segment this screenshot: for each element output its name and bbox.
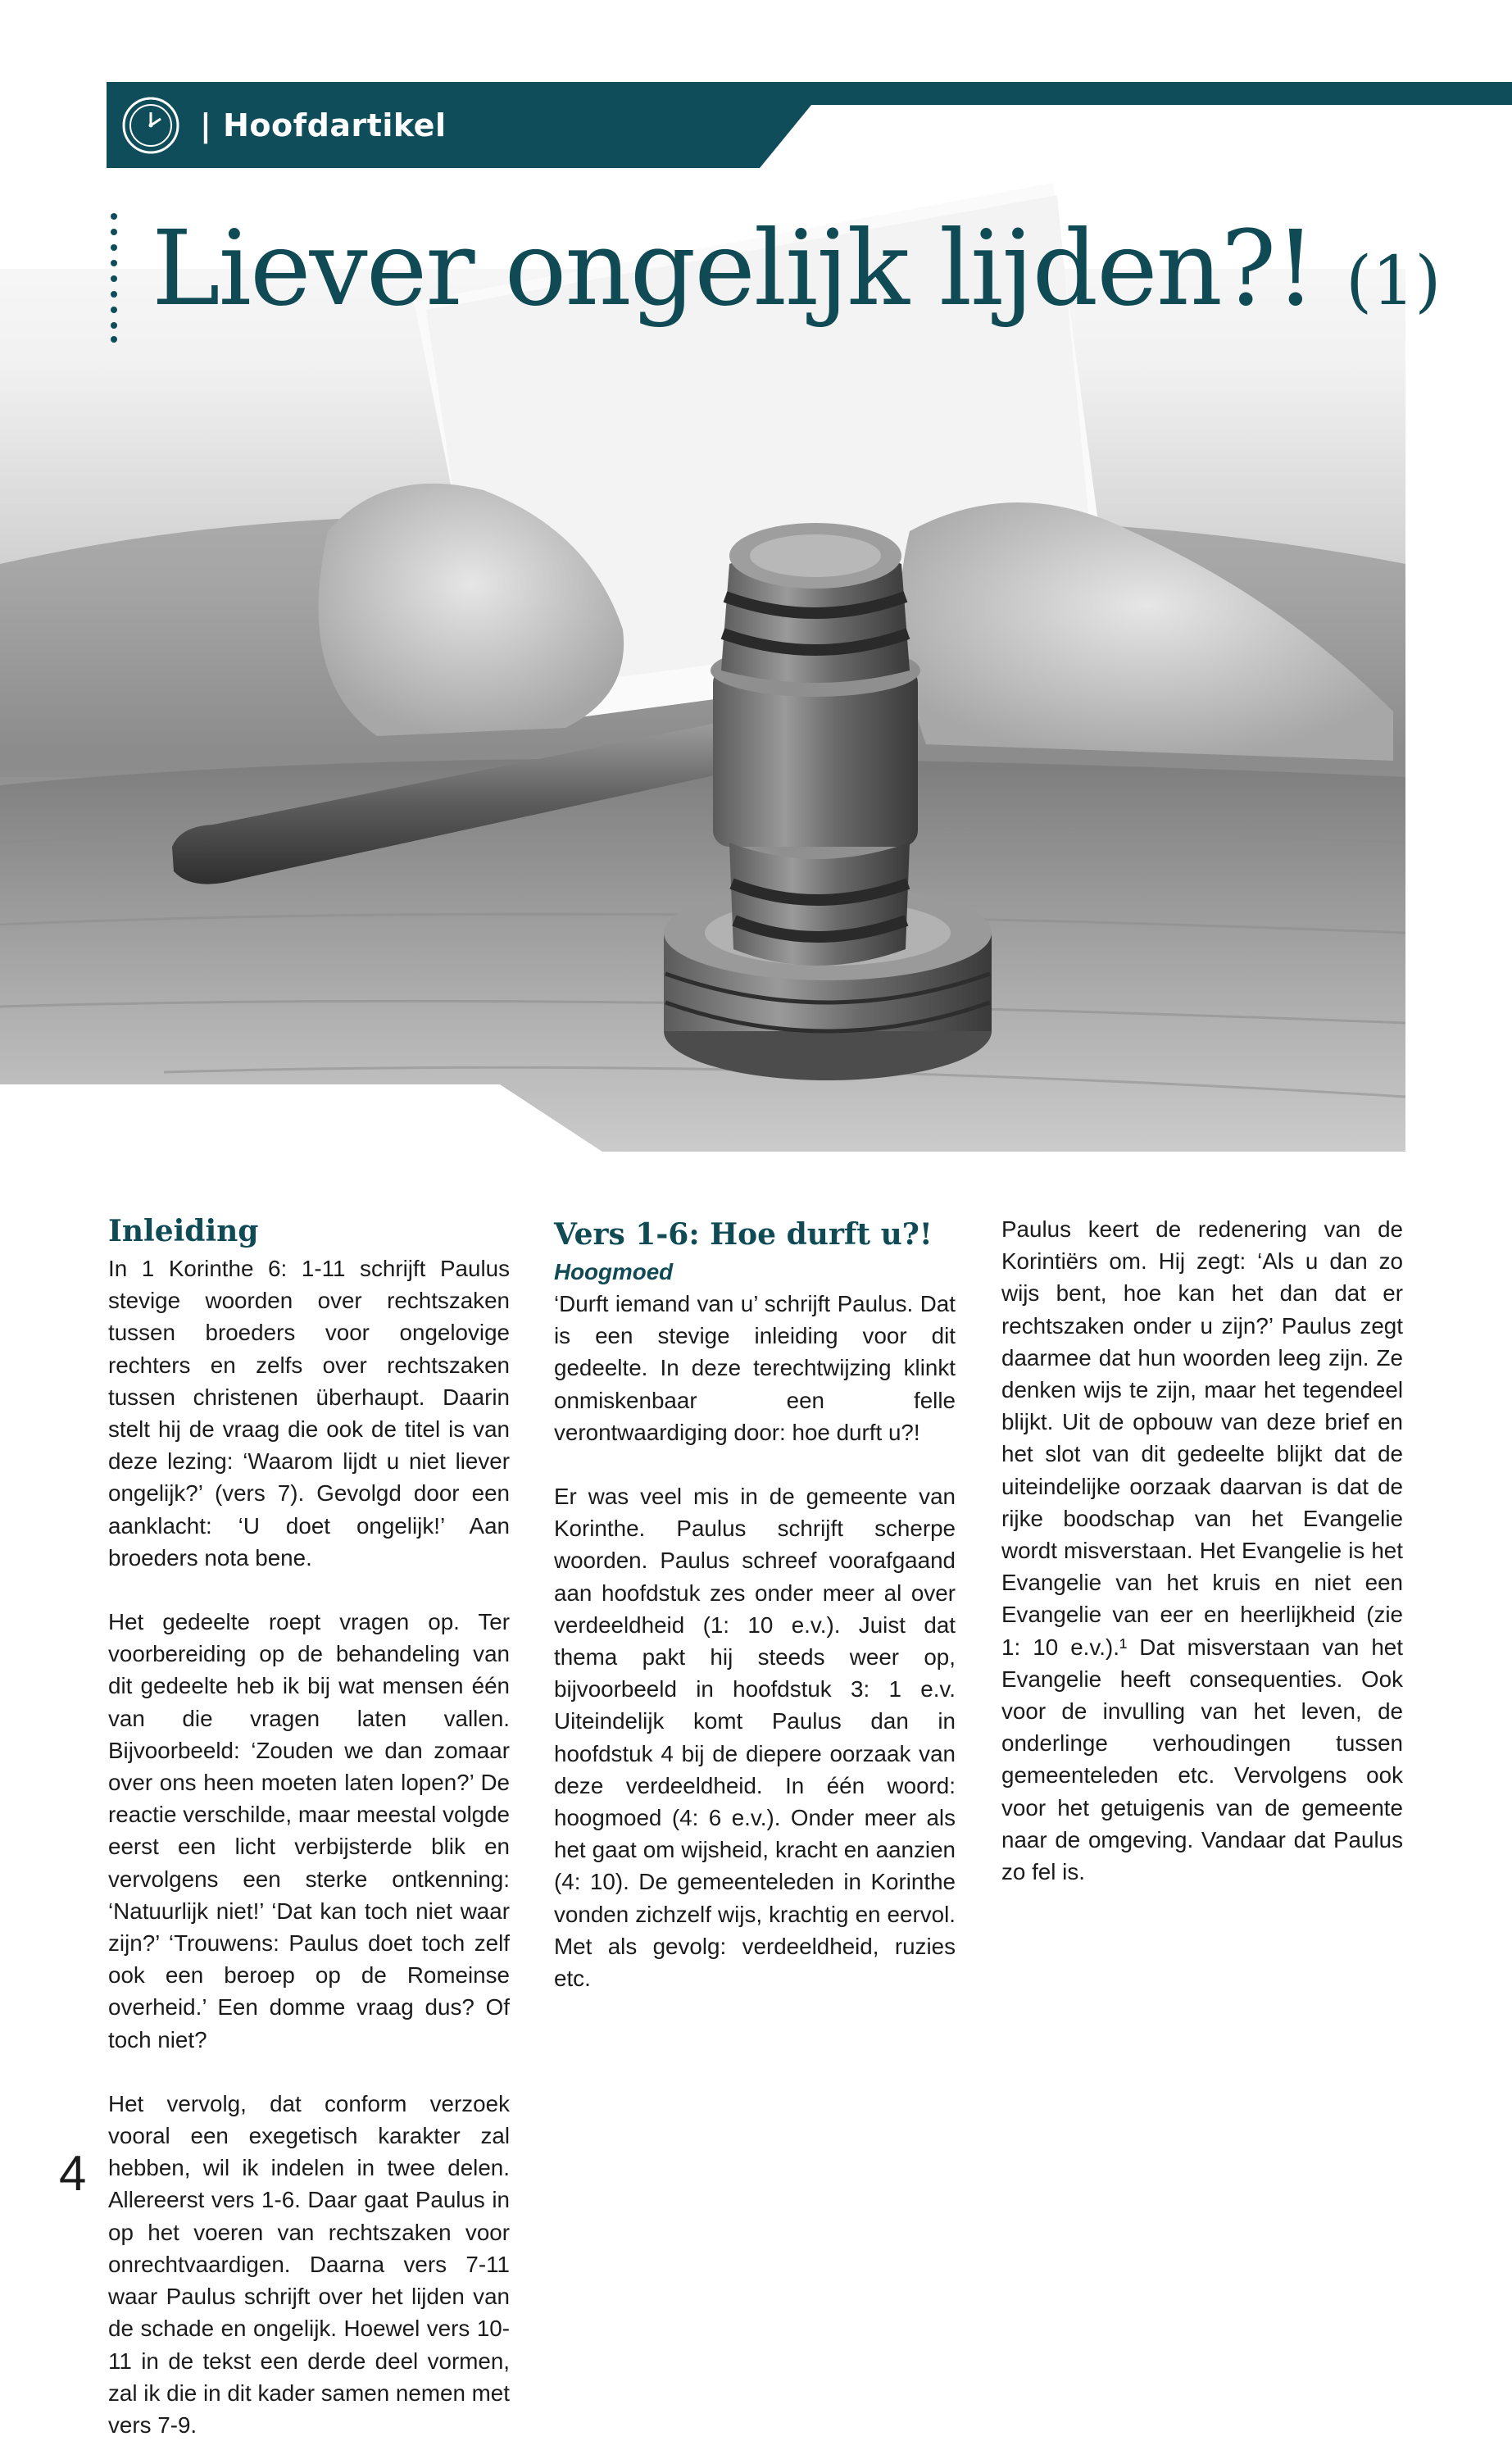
section-label — [107, 82, 446, 168]
paragraph: Er was veel mis in de gemeente van Korinthe. Paulus schrijft scherpe woorden. Paulus schreef voorafgaand aan hoofdstuk zes onder meer al over verdeeldheid (1: 10 e.v.). Juist dat thema pakt hij steeds weer op, bijvoorbeeld in hoofdstuk 3: 1 e.v. Uiteindelijk komt Paulus dan in hoofdstuk 4 bij de diepere oorzaak van deze verdeeldheid. In één woord: hoogmoed (4: 6 e.v.). Onder meer als het gaat om wijsheid, kracht en aanzien (4: 10). De gemeenteleden in Korinthe vonden zichzelf wijs, krachtig en eervol. Met als gevolg: verdeeldheid, ruzies etc. — [554, 1484, 956, 1992]
section-heading-inleiding: Inleiding — [108, 1214, 259, 1248]
clock-icon — [120, 94, 182, 157]
paragraph: ‘Durft iemand van u’ schrijft Paulus. Dat is een stevige inleiding voor dit gedeelte. In deze terechtwijzing klinkt onmiskenbaar een felle verontwaardiging door: hoe durft u?! — [554, 1291, 956, 1445]
title-dotted-rule — [109, 211, 119, 343]
paragraph: Paulus keert de redenering van de Korintiërs om. Hij zegt: ‘Als u dan zo wijs bent, hoe kan het dan dat er rechtszaken onder u zijn?’ Paulus zegt daarmee dat hun woorden leeg zijn. Ze denken wijs te zijn, maar het tegendeel blijkt. Uit de opbouw van deze brief en het slot van dit gedeelte blijkt dat de uiteindelijke oorzaak daarvan is dat de rijke boodschap van het Evangelie wordt misverstaan. Het Evangelie is het Evangelie van het kruis en niet een Evangelie van eer en heerlijkheid (zie 1: 10 e.v.).¹ Dat misverstaan van het Evangelie heeft consequenties. Ook voor de invulling van het leven, de onderlinge verhoudingen tussen gemeenteleden etc. Vervolgens ook voor het getuigenis van de gemeente naar de omgeving. Vandaar dat Paulus zo fel is. — [1001, 1216, 1403, 1885]
section-title: | Hoofdartikel — [200, 107, 447, 143]
article-title — [152, 203, 1441, 348]
paragraph: In 1 Korinthe 6: 1-11 schrijft Paulus stevige woorden over rechtszaken tussen broeders voor ongelovige rechters en zelfs over rechtszaken tussen christenen überhaupt. Daarin stelt hij de vraag die ook de titel is van deze lezing: ‘Waarom lijdt u niet liever ongelijk?’ (vers 7). Gevolgd door een aanklacht: ‘U doet ongelijk!’ Aan broeders nota bene. — [108, 1256, 510, 1571]
text-column-2 — [554, 1213, 956, 1994]
paragraph: Het gedeelte roept vragen op. Ter voorbereiding op de behandeling van dit gedeelte heb ik bij wat mensen één van die vragen laten vallen. Bijvoorbeeld: ‘Zouden we dan zomaar over ons heen moeten laten lopen?’ De reactie verschilde, maar meestal volgde eerst een licht verbijsterde blik en vervolgens een sterke ontkenning: ‘Natuurlijk niet!’ ‘Dat kan toch niet waar zijn?’ ‘Trouwens: Paulus doet toch zelf ook een beroep op de Romeinse overheid.’ Een domme vraag dus? Of toch niet? — [108, 1609, 510, 2052]
paragraph: Het vervolg, dat conform verzoek vooral een exegetisch karakter zal hebben, wil ik indelen in twee delen. Allereerst vers 1-6. Daar gaat Paulus in op het voeren van rechtszaken voor onrechtvaardigen. Daarna vers 7-11 waar Paulus schrijft over het lijden van de schade en ongelijk. Hoewel vers 10-11 in de tekst een derde deel vormen, zal ik die in dit kader samen nemen met vers 7-9. — [108, 2090, 510, 2438]
article-title-text: Liever ongelijk lijden?! — [152, 208, 1315, 329]
section-heading-vers: Vers 1-6: Hoe durft u?! — [554, 1217, 933, 1252]
article-title-part: (1) — [1346, 243, 1442, 320]
page-number: 4 — [59, 2146, 87, 2201]
text-column-3 — [1001, 1213, 1403, 1888]
text-column-1 — [108, 1213, 510, 2438]
subheading-hoogmoed: Hoogmoed — [554, 1259, 674, 1284]
